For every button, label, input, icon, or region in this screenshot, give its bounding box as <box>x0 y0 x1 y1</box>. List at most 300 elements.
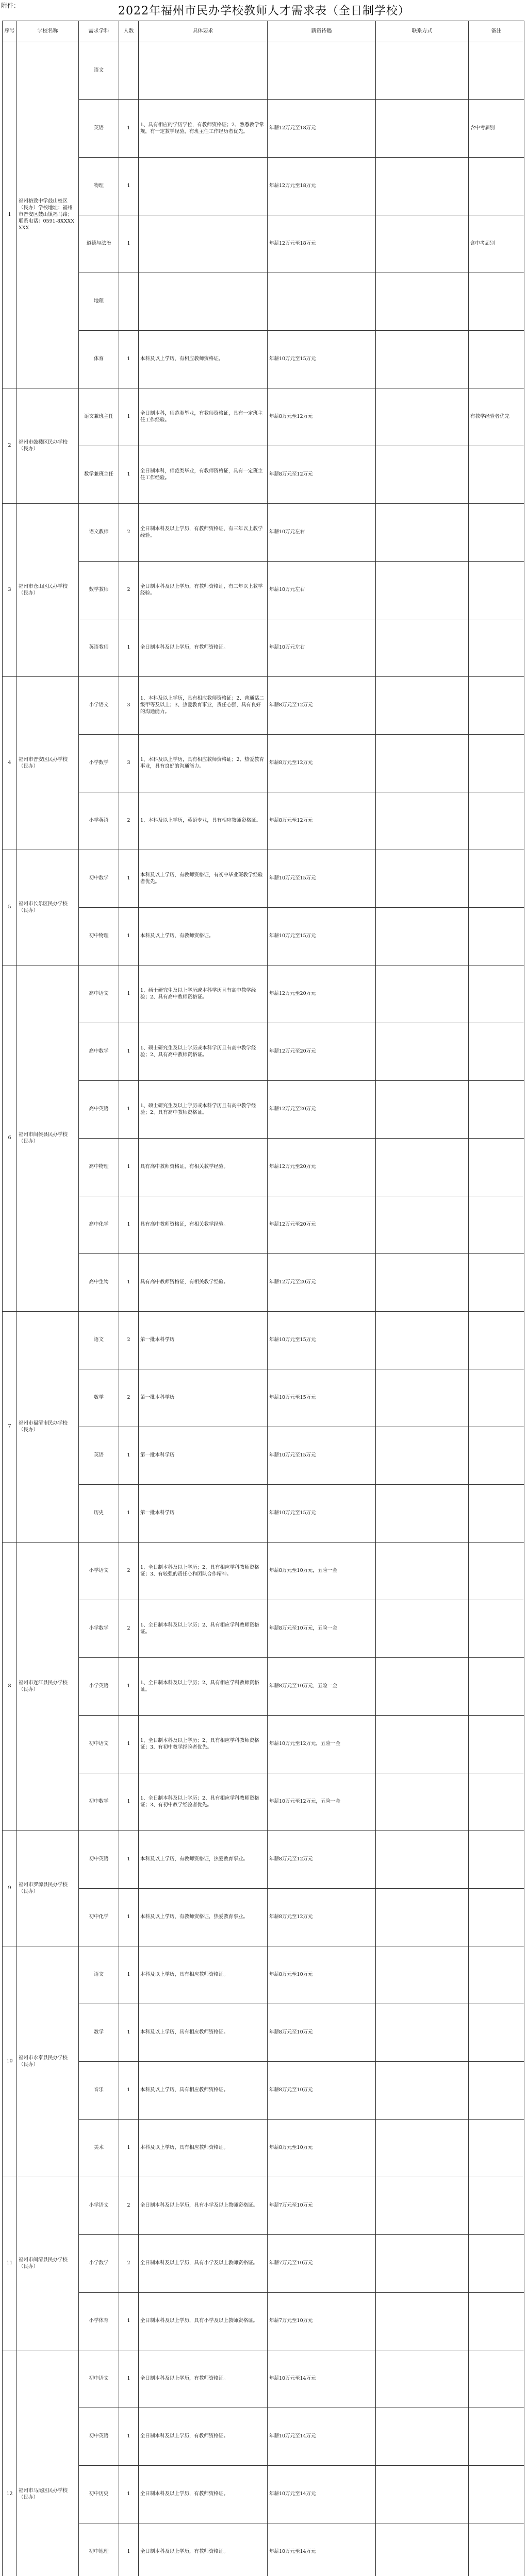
subject-cell: 历史 <box>79 1485 119 1543</box>
school-name-cell: 福州市永泰县民办学校（民办） <box>17 1946 79 2177</box>
contact-cell <box>376 446 469 504</box>
contact-cell <box>376 42 469 100</box>
note-cell <box>469 1139 524 1196</box>
subject-cell: 小学语文 <box>79 677 119 735</box>
salary-cell: 年薪10万元至15万元 <box>268 1369 376 1427</box>
header-cell: 学校名称 <box>17 21 79 42</box>
contact-cell <box>376 2120 469 2177</box>
attachment-label: 附件： <box>1 2 20 9</box>
note-cell: 有教学经验者优先 <box>469 388 524 446</box>
salary-cell: 年薪10万元至14万元 <box>268 2523 376 2576</box>
salary-cell: 年薪12万元至20万元 <box>268 1196 376 1254</box>
salary-cell: 年薪10万元左右 <box>268 562 376 619</box>
note-cell <box>469 1543 524 1600</box>
recruitment-table <box>2 21 524 2576</box>
table-row <box>3 215 524 273</box>
table-row <box>3 2466 524 2523</box>
count-cell: 1 <box>119 908 139 965</box>
count-cell: 1 <box>119 2523 139 2576</box>
count-cell: 2 <box>119 1312 139 1369</box>
subject-cell: 英语 <box>79 1427 119 1485</box>
table-row <box>3 1427 524 1485</box>
contact-cell <box>376 1081 469 1139</box>
table-row <box>3 1716 524 1773</box>
contact-cell <box>376 908 469 965</box>
contact-cell <box>376 792 469 850</box>
requirement-cell: 1、全日制本科及以上学历；2、具有相应学科教师资格证；3、有较强的责任心和团队合作精神。 <box>139 1543 268 1600</box>
seq-cell: 11 <box>3 2177 17 2350</box>
count-cell: 1 <box>119 446 139 504</box>
salary-cell: 年薪10万元至14万元 <box>268 2408 376 2466</box>
note-cell <box>469 1485 524 1543</box>
note-cell <box>469 1369 524 1427</box>
table-row <box>3 504 524 562</box>
count-cell <box>119 273 139 331</box>
subject-cell: 语文 <box>79 1946 119 2004</box>
table-row <box>3 2177 524 2235</box>
contact-cell <box>376 735 469 792</box>
school-name-cell: 福州市连江县民办学校（民办） <box>17 1543 79 1831</box>
requirement-cell: 具有高中教师资格证，有相关教学经验。 <box>139 1139 268 1196</box>
table-row <box>3 100 524 158</box>
count-cell: 1 <box>119 1831 139 1889</box>
table-row <box>3 1946 524 2004</box>
school-name-cell: 福州市福清市民办学校（民办） <box>17 1312 79 1543</box>
table-row <box>3 1023 524 1081</box>
note-cell <box>469 562 524 619</box>
table-row <box>3 1889 524 1946</box>
contact-cell <box>376 1139 469 1196</box>
requirement-cell: 1、全日制本科及以上学历；2、具有相应学科教师资格证；3、有初中教学经验者优先。 <box>139 1773 268 1831</box>
header-cell: 联系方式 <box>376 21 469 42</box>
note-cell <box>469 735 524 792</box>
salary-cell: 年薪8万元至12万元 <box>268 735 376 792</box>
contact-cell <box>376 1254 469 1312</box>
requirement-cell: 本科及以上学历，有教师资格证。 <box>139 908 268 965</box>
contact-cell <box>376 1427 469 1485</box>
subject-cell: 小学英语 <box>79 792 119 850</box>
note-cell: 含中考届别 <box>469 215 524 273</box>
table-body <box>3 42 524 2576</box>
salary-cell: 年薪7万元至10万元 <box>268 2177 376 2235</box>
salary-cell: 年薪8万元至12万元 <box>268 446 376 504</box>
note-cell <box>469 1312 524 1369</box>
salary-cell: 年薪12万元至18万元 <box>268 100 376 158</box>
subject-cell: 初中历史 <box>79 2466 119 2523</box>
header-cell: 序号 <box>3 21 17 42</box>
note-cell <box>469 42 524 100</box>
requirement-cell <box>139 42 268 100</box>
table-row <box>3 562 524 619</box>
count-cell: 1 <box>119 2120 139 2177</box>
note-cell <box>469 504 524 562</box>
subject-cell: 小学数学 <box>79 735 119 792</box>
count-cell: 2 <box>119 2177 139 2235</box>
table-row <box>3 1254 524 1312</box>
page-title: 2022年福州市民办学校教师人才需求表（全日制学校） <box>118 5 410 18</box>
header-cell: 具体要求 <box>139 21 268 42</box>
count-cell: 1 <box>119 850 139 908</box>
requirement-cell: 1、硕士研究生及以上学历或本科学历且有高中教学经验；2、具有高中教师资格证。 <box>139 1081 268 1139</box>
contact-cell <box>376 2293 469 2350</box>
count-cell: 1 <box>119 1139 139 1196</box>
note-cell <box>469 1831 524 1889</box>
contact-cell <box>376 1369 469 1427</box>
requirement-cell <box>139 273 268 331</box>
requirement-cell: 全日制本科及以上学历，有教师资格证。 <box>139 2523 268 2576</box>
count-cell: 1 <box>119 1889 139 1946</box>
contact-cell <box>376 2177 469 2235</box>
salary-cell: 年薪8万元至10万元 <box>268 2120 376 2177</box>
seq-cell: 3 <box>3 504 17 677</box>
requirement-cell: 全日制本科及以上学历，有教师资格证。 <box>139 2350 268 2408</box>
note-cell <box>469 273 524 331</box>
count-cell: 1 <box>119 1254 139 1312</box>
note-cell <box>469 908 524 965</box>
salary-cell: 年薪10万元至15万元 <box>268 331 376 388</box>
subject-cell: 小学数学 <box>79 2235 119 2293</box>
contact-cell <box>376 1889 469 1946</box>
salary-cell: 年薪8万元至12万元 <box>268 1831 376 1889</box>
requirement-cell: 全日制本科及以上学历，有教师资格证，有三年以上教学经验。 <box>139 562 268 619</box>
contact-cell <box>376 331 469 388</box>
seq-cell: 10 <box>3 1946 17 2177</box>
contact-cell <box>376 2408 469 2466</box>
contact-cell <box>376 619 469 677</box>
school-name-cell: 福州市仓山区民办学校（民办） <box>17 504 79 677</box>
subject-cell: 语文 <box>79 42 119 100</box>
header-cell: 人数 <box>119 21 139 42</box>
count-cell <box>119 42 139 100</box>
subject-cell: 英语 <box>79 100 119 158</box>
salary-cell: 年薪8万元至10万元 <box>268 1946 376 2004</box>
count-cell: 1 <box>119 2293 139 2350</box>
requirement-cell: 1、本科及以上学历，英语专业，具有相应教师资格证。 <box>139 792 268 850</box>
contact-cell <box>376 2062 469 2120</box>
salary-cell: 年薪10万元至15万元 <box>268 1485 376 1543</box>
requirement-cell <box>139 158 268 215</box>
contact-cell <box>376 215 469 273</box>
count-cell: 1 <box>119 2004 139 2062</box>
contact-cell <box>376 2235 469 2293</box>
requirement-cell: 全日制本科及以上学历，有教师资格证。 <box>139 2408 268 2466</box>
contact-cell <box>376 388 469 446</box>
salary-cell: 年薪10万元左右 <box>268 504 376 562</box>
requirement-cell: 1、本科及以上学历，具有相应教师资格证；2、热爱教育事业，具有良好的沟通能力。 <box>139 735 268 792</box>
salary-cell: 年薪10万元至15万元 <box>268 1312 376 1369</box>
subject-cell: 小学语文 <box>79 2177 119 2235</box>
table-row <box>3 273 524 331</box>
table-row <box>3 1600 524 1658</box>
requirement-cell: 1、硕士研究生及以上学历或本科学历且有高中教学经验；2、具有高中教师资格证。 <box>139 1023 268 1081</box>
school-name-cell: 福州市马尾区民办学校（民办） <box>17 2350 79 2576</box>
requirement-cell: 全日制本科及以上学历，有教师资格证，有三年以上教学经验。 <box>139 504 268 562</box>
salary-cell: 年薪10万元至14万元 <box>268 2350 376 2408</box>
contact-cell <box>376 100 469 158</box>
count-cell: 1 <box>119 1946 139 2004</box>
salary-cell: 年薪12万元至20万元 <box>268 1139 376 1196</box>
salary-cell <box>268 42 376 100</box>
salary-cell: 年薪12万元至20万元 <box>268 965 376 1023</box>
salary-cell: 年薪8万元至12万元 <box>268 388 376 446</box>
seq-cell: 1 <box>3 42 17 388</box>
table-row <box>3 2004 524 2062</box>
subject-cell: 语文教师 <box>79 504 119 562</box>
table-row <box>3 2120 524 2177</box>
contact-cell <box>376 2004 469 2062</box>
table-header-row <box>3 21 524 42</box>
subject-cell: 初中化学 <box>79 1889 119 1946</box>
count-cell: 2 <box>119 1369 139 1427</box>
requirement-cell: 1、全日制本科及以上学历；2、具有相应学科教师资格证。 <box>139 1658 268 1716</box>
salary-cell: 年薪8万元至10万元 <box>268 2062 376 2120</box>
contact-cell <box>376 2350 469 2408</box>
note-cell <box>469 446 524 504</box>
salary-cell: 年薪10万元至12万元，五险一金 <box>268 1773 376 1831</box>
note-cell <box>469 2235 524 2293</box>
count-cell: 1 <box>119 619 139 677</box>
subject-cell: 小学体育 <box>79 2293 119 2350</box>
contact-cell <box>376 1831 469 1889</box>
subject-cell: 高中物理 <box>79 1139 119 1196</box>
count-cell: 1 <box>119 2350 139 2408</box>
subject-cell: 英语教师 <box>79 619 119 677</box>
requirement-cell: 全日制本科及以上学历，具有小学及以上教师资格证。 <box>139 2235 268 2293</box>
count-cell: 1 <box>119 2466 139 2523</box>
contact-cell <box>376 1023 469 1081</box>
salary-cell: 年薪10万元左右 <box>268 619 376 677</box>
salary-cell: 年薪12万元至20万元 <box>268 1254 376 1312</box>
note-cell <box>469 677 524 735</box>
note-cell <box>469 2293 524 2350</box>
note-cell <box>469 1889 524 1946</box>
recruitment-table-container <box>2 21 524 2576</box>
count-cell: 1 <box>119 2062 139 2120</box>
requirement-cell: 本科及以上学历，有教师资格证，热爱教育事业。 <box>139 1889 268 1946</box>
table-row <box>3 965 524 1023</box>
requirement-cell: 第一批本科学历 <box>139 1312 268 1369</box>
contact-cell <box>376 965 469 1023</box>
salary-cell: 年薪10万元至12万元，五险一金 <box>268 1716 376 1773</box>
header-cell: 需求学科 <box>79 21 119 42</box>
table-row <box>3 1485 524 1543</box>
requirement-cell: 本科及以上学历，有相应教师资格证。 <box>139 331 268 388</box>
subject-cell: 音乐 <box>79 2062 119 2120</box>
subject-cell: 高中语文 <box>79 965 119 1023</box>
note-cell <box>469 158 524 215</box>
table-row <box>3 677 524 735</box>
requirement-cell: 全日制本科及以上学历，具有小学及以上教师资格证。 <box>139 2177 268 2235</box>
requirement-cell: 本科及以上学历，具有相应教师资格证。 <box>139 2062 268 2120</box>
contact-cell <box>376 1485 469 1543</box>
subject-cell: 高中化学 <box>79 1196 119 1254</box>
seq-cell: 8 <box>3 1543 17 1831</box>
note-cell: 含中考届别 <box>469 100 524 158</box>
seq-cell: 5 <box>3 850 17 965</box>
requirement-cell: 全日制本科，师范类毕业，有教师资格证，具有一定班主任工作经验。 <box>139 388 268 446</box>
requirement-cell: 本科及以上学历，有教师资格证，热爱教育事业。 <box>139 1831 268 1889</box>
subject-cell: 数学 <box>79 1369 119 1427</box>
requirement-cell: 1、具有相应的学历学位，有教师资格证；2、熟悉教学常规，有一定教学经验，有班主任工作经历者优先。 <box>139 100 268 158</box>
note-cell <box>469 1023 524 1081</box>
table-row <box>3 446 524 504</box>
table-row <box>3 1139 524 1196</box>
subject-cell: 高中生物 <box>79 1254 119 1312</box>
salary-cell <box>268 273 376 331</box>
count-cell: 2 <box>119 1543 139 1600</box>
header-cell: 备注 <box>469 21 524 42</box>
subject-cell: 初中物理 <box>79 908 119 965</box>
contact-cell <box>376 158 469 215</box>
count-cell: 1 <box>119 2408 139 2466</box>
table-row <box>3 1831 524 1889</box>
table-row <box>3 1543 524 1600</box>
count-cell: 3 <box>119 735 139 792</box>
school-name-cell: 福州市闽侯县民办学校（民办） <box>17 965 79 1312</box>
contact-cell <box>376 1196 469 1254</box>
table-row <box>3 331 524 388</box>
count-cell: 1 <box>119 388 139 446</box>
contact-cell <box>376 1600 469 1658</box>
count-cell: 2 <box>119 562 139 619</box>
seq-cell: 4 <box>3 677 17 850</box>
school-name-cell: 福州格致中学鼓山校区（民办）学校地址：福州市晋安区鼓山镇福马路；联系电话：0591-8XXXXXXX <box>17 42 79 388</box>
table-row <box>3 2293 524 2350</box>
requirement-cell: 本科及以上学历，具有相应教师资格证。 <box>139 2004 268 2062</box>
requirement-cell: 第一批本科学历 <box>139 1485 268 1543</box>
salary-cell: 年薪8万元至10万元，五险一金 <box>268 1543 376 1600</box>
count-cell: 1 <box>119 215 139 273</box>
count-cell: 2 <box>119 1600 139 1658</box>
table-row <box>3 619 524 677</box>
note-cell <box>469 1946 524 2004</box>
subject-cell: 物理 <box>79 158 119 215</box>
school-name-cell: 福州市闽清县民办学校（民办） <box>17 2177 79 2350</box>
salary-cell: 年薪12万元至20万元 <box>268 1081 376 1139</box>
school-name-cell: 福州市罗源县民办学校（民办） <box>17 1831 79 1946</box>
requirement-cell: 本科及以上学历，具有相应教师资格证。 <box>139 2120 268 2177</box>
salary-cell: 年薪10万元至15万元 <box>268 1427 376 1485</box>
header-cell: 薪资待遇 <box>268 21 376 42</box>
school-name-cell: 福州市长乐区民办学校（民办） <box>17 850 79 965</box>
table-row <box>3 42 524 100</box>
salary-cell: 年薪8万元至10万元，五险一金 <box>268 1600 376 1658</box>
note-cell <box>469 2350 524 2408</box>
note-cell <box>469 619 524 677</box>
note-cell <box>469 1658 524 1716</box>
note-cell <box>469 1427 524 1485</box>
requirement-cell: 1、本科及以上学历，具有相应教师资格证；2、普通话二级甲等及以上；3、热爱教育事业，责任心强，具有良好的沟通能力。 <box>139 677 268 735</box>
seq-cell: 12 <box>3 2350 17 2576</box>
count-cell: 1 <box>119 1427 139 1485</box>
note-cell <box>469 792 524 850</box>
salary-cell: 年薪7万元至10万元 <box>268 2235 376 2293</box>
count-cell: 2 <box>119 2235 139 2293</box>
count-cell: 1 <box>119 965 139 1023</box>
count-cell: 1 <box>119 1023 139 1081</box>
note-cell <box>469 2177 524 2235</box>
contact-cell <box>376 1773 469 1831</box>
subject-cell: 语文兼班主任 <box>79 388 119 446</box>
table-row <box>3 850 524 908</box>
count-cell: 1 <box>119 158 139 215</box>
requirement-cell: 1、全日制本科及以上学历；2、具有相应学科教师资格证。 <box>139 1600 268 1658</box>
requirement-cell <box>139 215 268 273</box>
requirement-cell: 1、全日制本科及以上学历；2、具有相应学科教师资格证；3、有初中教学经验者优先。 <box>139 1716 268 1773</box>
count-cell: 2 <box>119 504 139 562</box>
salary-cell: 年薪8万元至12万元 <box>268 792 376 850</box>
count-cell: 1 <box>119 1773 139 1831</box>
subject-cell: 数学 <box>79 2004 119 2062</box>
subject-cell: 初中语文 <box>79 2350 119 2408</box>
subject-cell: 初中语文 <box>79 1716 119 1773</box>
salary-cell: 年薪10万元至14万元 <box>268 2466 376 2523</box>
contact-cell <box>376 850 469 908</box>
salary-cell: 年薪8万元至10万元 <box>268 2004 376 2062</box>
count-cell: 1 <box>119 331 139 388</box>
note-cell <box>469 1600 524 1658</box>
salary-cell: 年薪12万元至18万元 <box>268 215 376 273</box>
subject-cell: 初中数学 <box>79 1773 119 1831</box>
note-cell <box>469 1716 524 1773</box>
requirement-cell: 全日制本科及以上学历，有教师资格证。 <box>139 2466 268 2523</box>
requirement-cell: 1、硕士研究生及以上学历或本科学历且有高中教学经验；2、具有高中教师资格证。 <box>139 965 268 1023</box>
table-row <box>3 1773 524 1831</box>
count-cell: 2 <box>119 792 139 850</box>
table-row <box>3 158 524 215</box>
contact-cell <box>376 562 469 619</box>
school-name-cell: 福州市鼓楼区民办学校（民办） <box>17 388 79 504</box>
subject-cell: 数学兼班主任 <box>79 446 119 504</box>
subject-cell: 小学数学 <box>79 1600 119 1658</box>
requirement-cell: 第一批本科学历 <box>139 1427 268 1485</box>
table-row <box>3 908 524 965</box>
count-cell: 1 <box>119 1081 139 1139</box>
salary-cell: 年薪8万元至12万元 <box>268 1889 376 1946</box>
note-cell <box>469 965 524 1023</box>
subject-cell: 小学语文 <box>79 1543 119 1600</box>
contact-cell <box>376 1946 469 2004</box>
salary-cell: 年薪10万元至15万元 <box>268 850 376 908</box>
contact-cell <box>376 677 469 735</box>
count-cell: 3 <box>119 677 139 735</box>
table-row <box>3 1369 524 1427</box>
requirement-cell: 全日制本科，师范类毕业，有教师资格证，具有一定班主任工作经验。 <box>139 446 268 504</box>
table-row <box>3 2235 524 2293</box>
subject-cell: 初中地理 <box>79 2523 119 2576</box>
requirement-cell: 本科及以上学历，具有相应教师资格证。 <box>139 1946 268 2004</box>
subject-cell: 语文 <box>79 1312 119 1369</box>
subject-cell: 初中英语 <box>79 2408 119 2466</box>
requirement-cell: 第一批本科学历 <box>139 1369 268 1427</box>
table-row <box>3 2062 524 2120</box>
seq-cell: 9 <box>3 1831 17 1946</box>
subject-cell: 初中英语 <box>79 1831 119 1889</box>
seq-cell: 7 <box>3 1312 17 1543</box>
table-row <box>3 1196 524 1254</box>
table-row <box>3 792 524 850</box>
subject-cell: 道德与法治 <box>79 215 119 273</box>
contact-cell <box>376 1312 469 1369</box>
salary-cell: 年薪12万元至20万元 <box>268 1023 376 1081</box>
note-cell <box>469 1196 524 1254</box>
table-row <box>3 1312 524 1369</box>
requirement-cell: 全日制本科及以上学历，具有小学及以上教师资格证。 <box>139 2293 268 2350</box>
note-cell <box>469 1081 524 1139</box>
note-cell <box>469 2062 524 2120</box>
subject-cell: 高中数学 <box>79 1023 119 1081</box>
table-row <box>3 1658 524 1716</box>
